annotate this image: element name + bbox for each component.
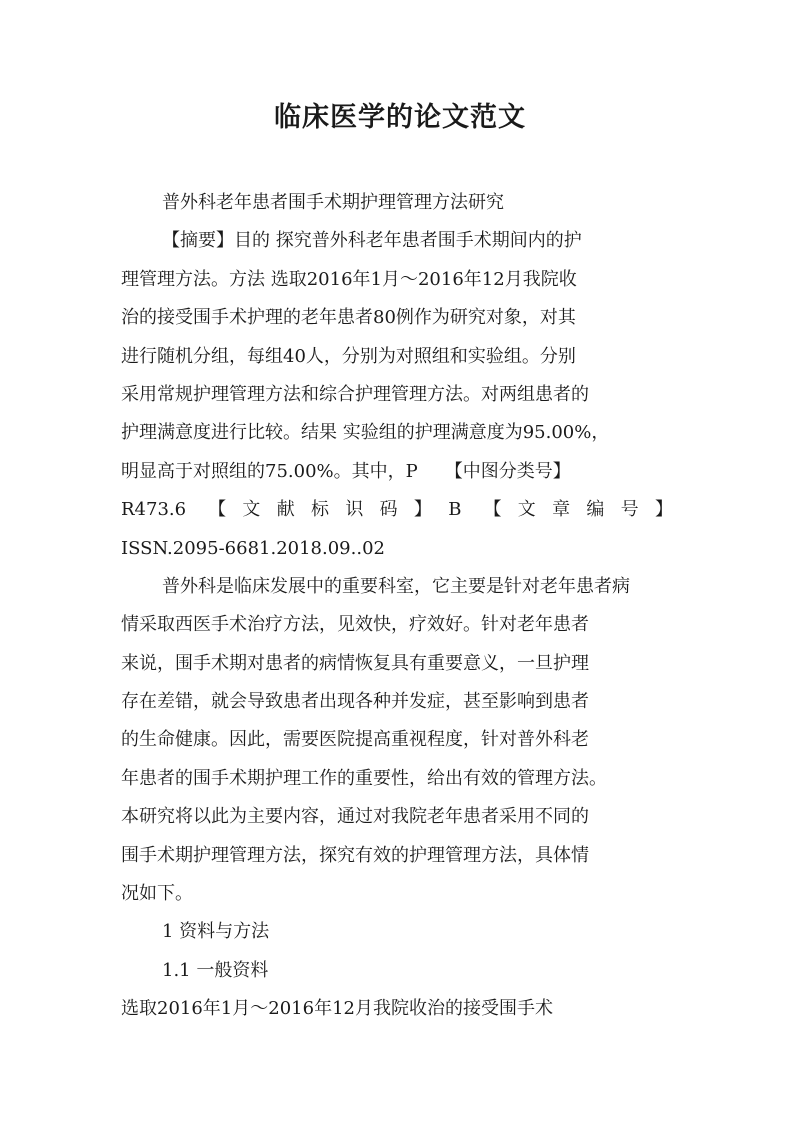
body-line: 况如下。 [121,883,193,905]
abstract-line: 理管理方法。方法 选取2016年1月～2016年12月我院收 [121,268,577,290]
issn-line: ISSN.2095-6681.2018.09..02 [121,537,385,559]
abstract-line: 采用常规护理管理方法和综合护理管理方法。对两组患者的 [121,383,589,405]
abstract-line: 进行随机分组，每组40人，分别为对照组和实验组。分别 [121,345,576,367]
paper-title-line: 普外科老年患者围手术期护理管理方法研究 [162,192,504,213]
abstract-line: 【摘要】目的 探究普外科老年患者围手术期间内的护 [162,230,582,252]
body-line: 的生命健康。因此，需要医院提高重视程度，针对普外科老 [121,729,589,751]
body-line: 存在差错，就会导致患者出现各种并发症，甚至影响到患者 [121,691,589,713]
body-line: 本研究将以此为主要内容，通过对我院老年患者采用不同的 [121,806,589,828]
abstract-line: 护理满意度进行比较。结果 实验组的护理满意度为95.00%， [121,422,610,444]
subsection-heading: 1.1 一般资料 [162,959,269,981]
abstract-line: 治的接受围手术护理的老年患者80例作为研究对象，对其 [121,307,576,329]
body-line: 选取2016年1月～2016年12月我院收治的接受围手术 [121,998,553,1020]
body-line: 年患者的围手术期护理工作的重要性，给出有效的管理方法。 [121,767,607,789]
classification-line: R473.6 【文献标识码】B 【文章编号】 [121,499,673,521]
body-line: 围手术期护理管理方法，探究有效的护理管理方法，具体情 [121,844,589,866]
document-title: 临床医学的论文范文 [274,102,526,133]
section-heading: 1 资料与方法 [162,921,270,943]
body-line: 来说，围手术期对患者的病情恢复具有重要意义，一旦护理 [121,652,589,674]
body-line: 情采取西医手术治疗方法，见效快，疗效好。针对老年患者 [121,614,589,636]
abstract-line: 明显高于对照组的75.00%。其中，P 【中图分类号】 [121,460,571,482]
body-line: 普外科是临床发展中的重要科室，它主要是针对老年患者病 [162,575,630,597]
document-body [121,184,673,1029]
